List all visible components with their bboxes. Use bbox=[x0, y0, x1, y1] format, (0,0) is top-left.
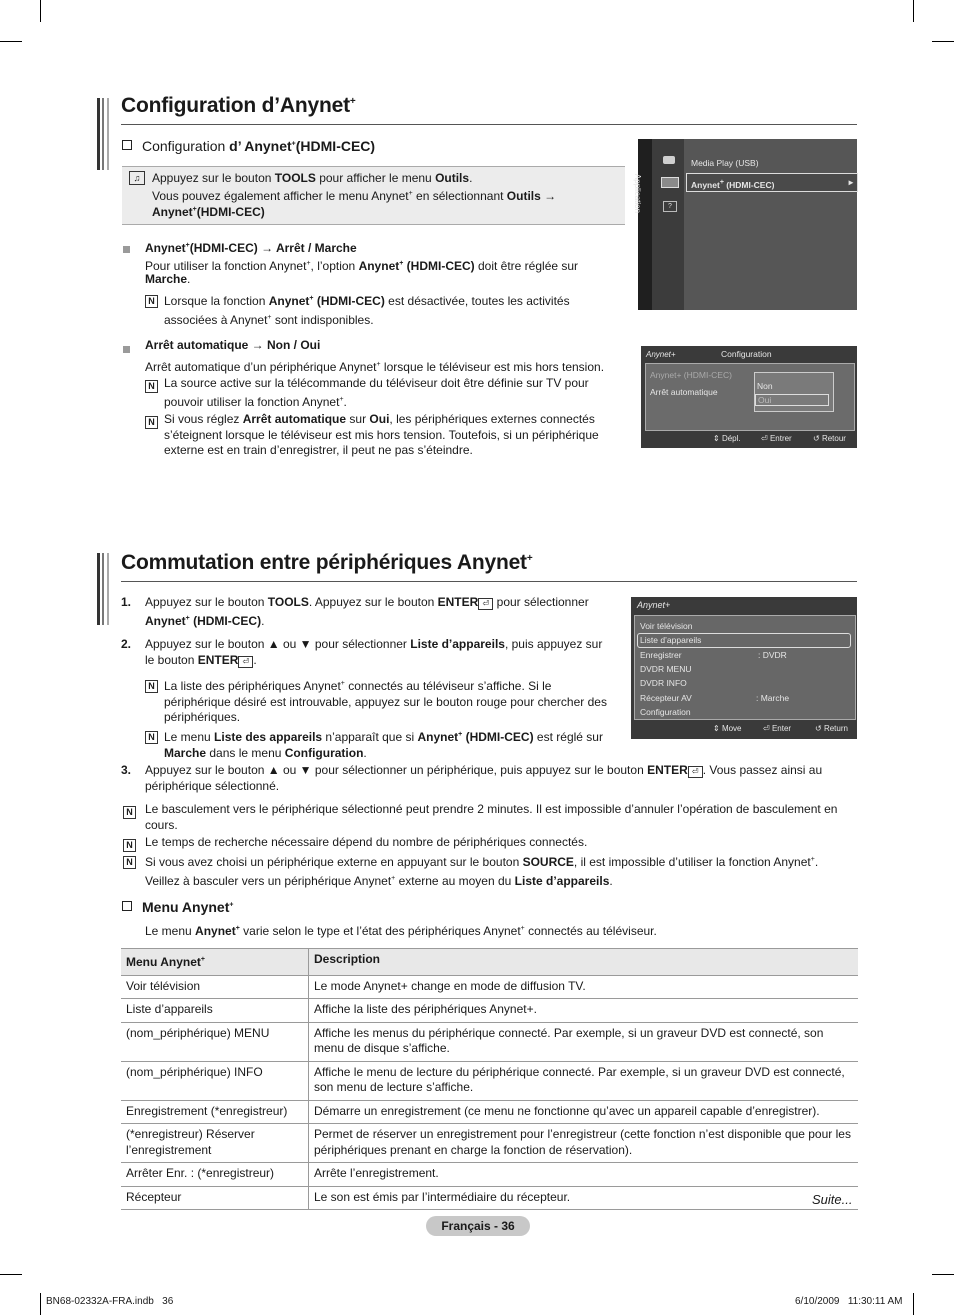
table-row: (nom_périphérique) INFO Affiche le menu de lecture du périphérique connecté. Par exemple, si un graveur DVD est connecté, son menu de lecture s’affiche. bbox=[121, 1061, 858, 1100]
tv-screen-application-menu bbox=[633, 139, 857, 310]
section-title-commutation: Commutation entre périphériques Anynet+ bbox=[121, 551, 533, 574]
tools-line-1: Appuyez sur le bouton TOOLS pour afficher le menu Outils. bbox=[152, 171, 473, 185]
note-icon: N bbox=[145, 416, 158, 429]
item1-note: Lorsque la fonction Anynet+ (HDMI-CEC) est désactivée, toutes les activités associées à Anynet+ sont indisponibles. bbox=[164, 294, 570, 327]
table-row: Arrêter Enr. : (*enregistreur) Arrête l’enregistrement. bbox=[121, 1163, 858, 1187]
note-icon: N bbox=[123, 856, 136, 869]
anynet-menu-enregistrer[interactable]: Enregistrer bbox=[640, 650, 682, 660]
tools-line-3: Anynet+(HDMI-CEC) bbox=[152, 205, 265, 219]
config-row-arret-auto[interactable]: Arrêt automatique bbox=[650, 387, 718, 397]
item-anynet-arret-marche: Anynet+(HDMI-CEC) → Arrêt / Marche bbox=[145, 241, 357, 255]
tv-screen-configuration bbox=[641, 346, 857, 448]
table-header bbox=[121, 949, 858, 976]
footer-file: BN68-02332A-FRA.indb 36 bbox=[46, 1296, 174, 1307]
option-oui[interactable]: Oui bbox=[755, 394, 829, 406]
footer-date: 6/10/2009 11:30:11 AM bbox=[795, 1296, 903, 1307]
general-note-2: Le temps de recherche nécessaire dépend du nombre de périphériques connectés. bbox=[145, 835, 588, 849]
anynet-icon bbox=[661, 177, 679, 188]
config-screen-title: Configuration bbox=[721, 349, 772, 359]
note-icon: N bbox=[123, 806, 136, 819]
enter-icon: ⏎ bbox=[688, 766, 703, 778]
menu-item-anynet-hdmi-cec[interactable]: Anynet+ (HDMI-CEC) ▸ bbox=[686, 173, 858, 192]
anynet-menu-dvdr-menu[interactable]: DVDR MENU bbox=[640, 664, 692, 674]
table-row: (*enregistreur) Réserver l’enregistrement Permet de réserver un enregistrement pour l’enregistreur (cette fonction n’est disponible que pour les périphériques prenant en charge la fonction de réservation). bbox=[121, 1124, 858, 1163]
menu-item-media-play[interactable]: Media Play (USB) bbox=[691, 158, 759, 168]
config-row-anynet: Anynet+ (HDMI-CEC) bbox=[650, 370, 732, 380]
step-3: Appuyez sur le bouton ▲ ou ▼ pour sélectionner un périphérique, puis appuyez sur le bouton ENTER ⏎ . Vous passez ainsi au périphérique sélectionné. bbox=[145, 763, 823, 793]
nav-enter: ⏎ Enter bbox=[763, 724, 792, 733]
table-row: (nom_périphérique) MENU Affiche les menus du périphérique connecté. Par exemple, si un graveur DVD est connecté, son menu de disque s’affiche. bbox=[121, 1022, 858, 1061]
tools-line-2: Vous pouvez également afficher le menu Anynet+ en sélectionnant Outils → bbox=[152, 189, 557, 203]
note-icon: N bbox=[123, 839, 136, 852]
anynet-menu-liste-appareils[interactable]: Liste d’appareils bbox=[637, 633, 851, 648]
enter-icon: ⏎ bbox=[478, 598, 493, 610]
anynet-logo: Anynet+ bbox=[646, 350, 676, 359]
anynet-menu-dvdr-info[interactable]: DVDR INFO bbox=[640, 678, 687, 688]
checkbox-bullet-icon bbox=[122, 901, 132, 911]
step-3-number: 3. bbox=[121, 763, 132, 777]
step-1: Appuyez sur le bouton TOOLS. Appuyez sur le bouton ENTER ⏎ pour sélectionner Anynet+ (HDMI-CEC). bbox=[145, 595, 589, 628]
help-icon: ? bbox=[663, 201, 677, 212]
item2-text: Arrêt automatique d’un périphérique Anynet+ lorsque le téléviseur est mis hors tension. bbox=[145, 360, 605, 374]
nav-move: ⇕ Move bbox=[713, 724, 742, 733]
table-header-description: Description bbox=[309, 949, 859, 976]
note-icon: N bbox=[145, 380, 158, 393]
item1-text-line2: Marche. bbox=[145, 272, 191, 286]
note-icon: N bbox=[145, 731, 158, 744]
suite-label: Suite... bbox=[812, 1192, 853, 1207]
step-2-note-1: La liste des périphériques Anynet+ connectés au téléviseur s’affiche. Si le périphérique désiré est introuvable, appuyez sur le bouton rouge pour chercher des périphériques. bbox=[164, 679, 607, 724]
anynet-menu-recepteur-value: : Marche bbox=[756, 693, 790, 703]
anynet-logo: Anynet+ bbox=[637, 600, 671, 610]
step-2-note-2: Le menu Liste des appareils n’apparaît que si Anynet+ (HDMI-CEC) est réglé sur Marche dans le menu Configuration. bbox=[164, 730, 603, 760]
general-note-3: Si vous avez choisi un périphérique externe en appuyant sur le bouton SOURCE, il est impossible d’utiliser la fonction Anynet+. Veillez à basculer vers un périphérique Anynet+ externe au moyen du Liste d’appareils. bbox=[145, 855, 819, 888]
option-non[interactable]: Non bbox=[757, 381, 773, 391]
anynet-menu-table bbox=[121, 948, 858, 1210]
table-row: Liste d’appareils Affiche la liste des périphériques Anynet+. bbox=[121, 999, 858, 1023]
table-row: Récepteur Le son est émis par l’intermédiaire du récepteur. bbox=[121, 1186, 858, 1210]
tools-icon: ♫ bbox=[129, 171, 145, 185]
step-2-number: 2. bbox=[121, 637, 132, 651]
enter-icon: ⏎ bbox=[238, 656, 253, 668]
menu-anynet-description: Le menu Anynet+ varie selon le type et l’état des périphériques Anynet+ connectés au téléviseur. bbox=[145, 924, 657, 938]
note-icon: N bbox=[145, 680, 158, 693]
table-row: Voir télévision Le mode Anynet+ change en mode de diffusion TV. bbox=[121, 975, 858, 999]
step-2: Appuyez sur le bouton ▲ ou ▼ pour sélectionner Liste d’appareils, puis appuyez sur le bouton ENTER ⏎ . bbox=[145, 637, 603, 667]
nav-retour: ↺ Retour bbox=[813, 434, 846, 443]
application-side-label: Application bbox=[633, 173, 643, 214]
anynet-menu-configuration[interactable]: Configuration bbox=[640, 707, 691, 717]
subheading-hdmi-cec: Configuration d’ Anynet+(HDMI-CEC) bbox=[122, 138, 375, 154]
general-note-1: Le basculement vers le périphérique sélectionné peut prendre 2 minutes. Il est impossible d’annuler l’opération de basculement en cours. bbox=[145, 802, 838, 832]
page-number-badge: Français - 36 bbox=[426, 1216, 530, 1236]
nav-return: ↺ Return bbox=[815, 724, 848, 733]
subheading-menu-anynet: Menu Anynet+ bbox=[122, 899, 233, 915]
table-header-menu: Menu Anynet+ bbox=[121, 949, 309, 976]
square-bullet-icon bbox=[123, 346, 130, 353]
section-title-configuration: Configuration d’Anynet+ bbox=[121, 94, 356, 117]
nav-entrer: ⏎ Entrer bbox=[761, 434, 792, 443]
checkbox-bullet-icon bbox=[122, 140, 132, 150]
anynet-menu-voir-tv[interactable]: Voir télévision bbox=[640, 621, 693, 631]
square-bullet-icon bbox=[123, 246, 130, 253]
table-row: Enregistrement (*enregistreur) Démarre un enregistrement (ce menu ne fonctionne qu’avec un appareil capable d’enregistrer). bbox=[121, 1100, 858, 1124]
nav-depl: ⇕ Dépl. bbox=[713, 434, 741, 443]
note-icon: N bbox=[145, 295, 158, 308]
item2-note-1: La source active sur la télécommande du téléviseur doit être définie sur TV pour pouvoir utiliser la fonction Anynet+. bbox=[164, 376, 589, 409]
anynet-menu-enregistrer-value: : DVDR bbox=[758, 650, 787, 660]
item-arret-automatique: Arrêt automatique → Non / Oui bbox=[145, 338, 321, 352]
anynet-menu-recepteur-av[interactable]: Récepteur AV bbox=[640, 693, 692, 703]
step-1-number: 1. bbox=[121, 595, 132, 609]
tv-screen-anynet-menu bbox=[631, 597, 857, 739]
item2-note-2: Si vous réglez Arrêt automatique sur Oui, les périphériques externes connectés s’éteignent lorsque le téléviseur est mis hors tension. Toutefois, si un périphérique externe est en train d’enregistrer, il peut ne pas s’éteindre. bbox=[164, 412, 599, 457]
media-icon bbox=[663, 156, 675, 164]
item1-text-line1: Pour utiliser la fonction Anynet+, l’option Anynet+ (HDMI-CEC) doit être réglée sur bbox=[145, 259, 579, 273]
